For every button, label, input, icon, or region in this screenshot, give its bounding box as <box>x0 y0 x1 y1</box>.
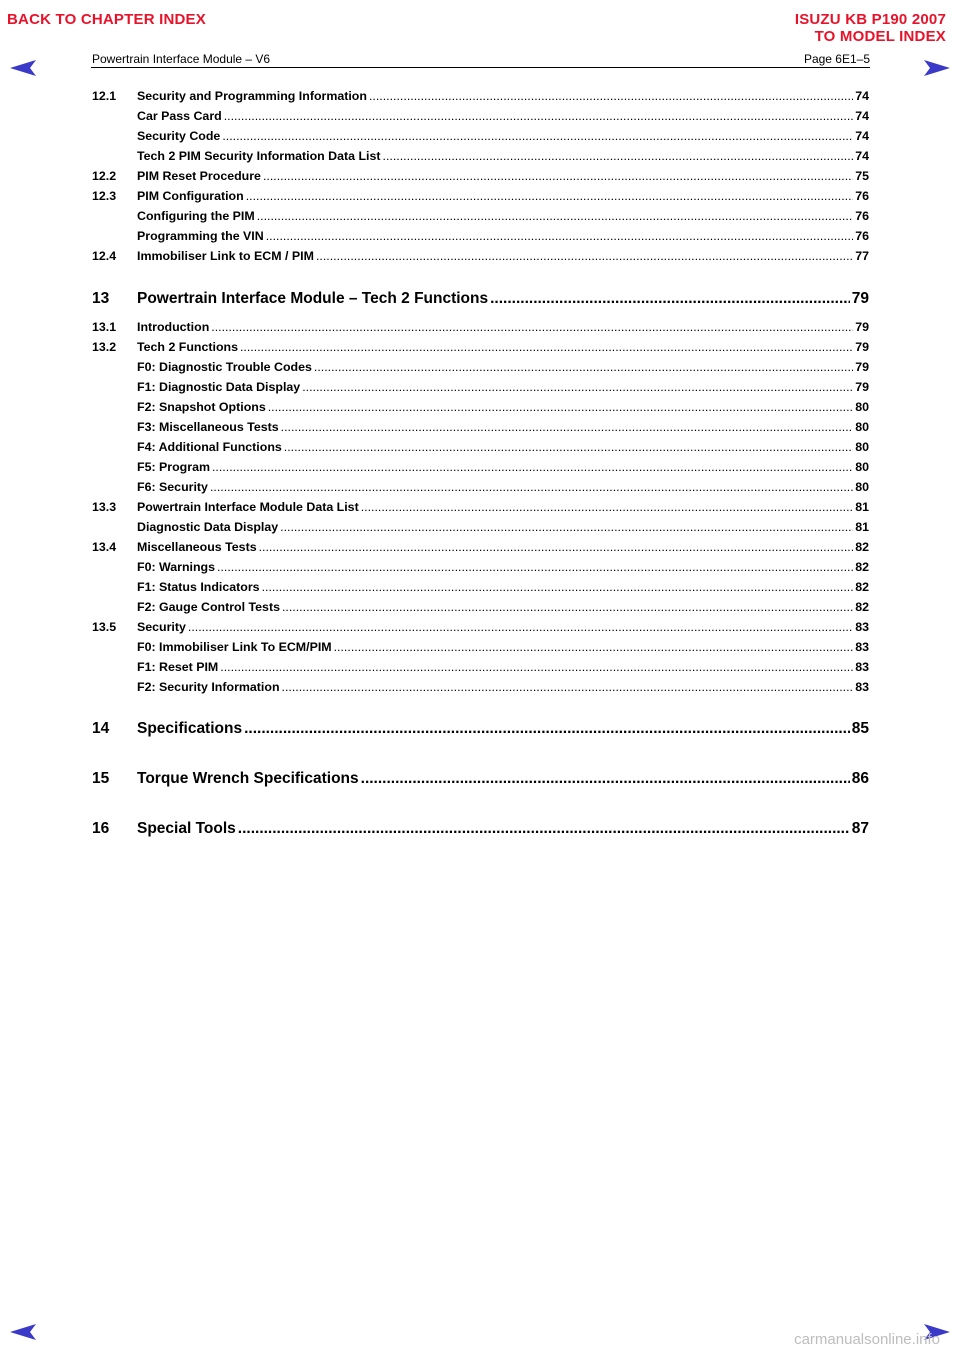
toc-entry-f1-reset-pim[interactable] <box>92 660 869 680</box>
toc-chapter-14[interactable] <box>92 720 869 750</box>
toc-page: 80 <box>855 420 869 434</box>
toc-page: 81 <box>855 500 869 514</box>
toc-page: 83 <box>855 660 869 674</box>
toc-leader <box>246 189 854 203</box>
toc-page: 85 <box>851 720 869 737</box>
toc-entry-f0-warnings[interactable] <box>92 560 869 580</box>
header-divider <box>91 67 870 68</box>
toc-leader <box>211 320 853 334</box>
toc-chapter-16[interactable] <box>92 820 869 850</box>
toc-title: Miscellaneous Tests <box>137 540 257 554</box>
toc-page: 79 <box>855 340 869 354</box>
toc-number: 13.1 <box>92 320 117 334</box>
toc-entry-13-2[interactable] <box>92 340 869 360</box>
toc-page: 75 <box>855 169 869 183</box>
toc-title: Diagnostic Data Display <box>137 520 279 534</box>
toc-entry-12-4[interactable] <box>92 249 869 269</box>
toc-leader <box>224 109 853 123</box>
toc-title: F0: Warnings <box>137 560 216 574</box>
toc-number: 12.1 <box>92 89 117 103</box>
toc-number: 13.3 <box>92 500 117 514</box>
toc-leader <box>369 89 853 103</box>
toc-leader <box>210 480 853 494</box>
model-title: ISUZU KB P190 2007 <box>794 11 946 28</box>
toc-number: 12.2 <box>92 169 117 183</box>
toc-leader <box>314 360 853 374</box>
toc-entry-car-pass-card[interactable] <box>92 109 869 129</box>
toc-entry-f6-security[interactable] <box>92 480 869 500</box>
toc-title: F1: Status Indicators <box>137 580 260 594</box>
watermark: carmanualsonline.info <box>794 1331 940 1348</box>
toc-title: Torque Wrench Specifications <box>137 770 359 787</box>
toc-number: 13 <box>92 290 110 307</box>
toc-page: 79 <box>851 290 869 307</box>
toc-leader <box>316 249 853 263</box>
toc-title: Powertrain Interface Module – Tech 2 Functions <box>137 290 489 307</box>
toc-page: 79 <box>855 320 869 334</box>
toc-page: 80 <box>855 400 869 414</box>
toc-title: F0: Immobiliser Link To ECM/PIM <box>137 640 332 654</box>
toc-number: 14 <box>92 720 110 737</box>
toc-number: 12.4 <box>92 249 117 263</box>
toc-entry-f2-gauge-control[interactable] <box>92 600 869 620</box>
toc-leader <box>222 129 853 143</box>
toc-entry-13-4[interactable] <box>92 540 869 560</box>
toc-title: F0: Diagnostic Trouble Codes <box>137 360 312 374</box>
model-index-link[interactable] <box>795 11 946 45</box>
toc-leader <box>361 770 850 788</box>
toc-page: 79 <box>855 380 869 394</box>
toc-page: 82 <box>855 580 869 594</box>
toc-leader <box>240 340 853 354</box>
toc-leader <box>188 620 853 634</box>
page-header-title: Powertrain Interface Module – V6 <box>92 52 271 66</box>
page-header-number: Page 6E1–5 <box>803 52 870 66</box>
toc-page: 82 <box>855 560 869 574</box>
toc-title: PIM Reset Procedure <box>137 169 261 183</box>
toc-page: 76 <box>855 209 869 223</box>
toc-number: 13.4 <box>92 540 117 554</box>
toc-leader <box>217 560 853 574</box>
toc-title: Specifications <box>137 720 243 737</box>
toc-leader <box>284 440 853 454</box>
toc-number: 12.3 <box>92 189 117 203</box>
toc-leader <box>268 400 853 414</box>
toc-title: F1: Diagnostic Data Display <box>137 380 301 394</box>
toc-number: 13.2 <box>92 340 117 354</box>
toc-leader <box>257 209 854 223</box>
toc-entry-f2-security-info[interactable] <box>92 680 869 700</box>
toc-entry-13-3[interactable] <box>92 500 869 520</box>
toc-leader <box>281 420 854 434</box>
toc-page: 76 <box>855 189 869 203</box>
toc-page: 83 <box>855 640 869 654</box>
toc-leader <box>282 680 854 694</box>
toc-page: 81 <box>855 520 869 534</box>
toc-leader <box>280 520 853 534</box>
toc-title: F2: Snapshot Options <box>137 400 266 414</box>
toc-page: 77 <box>855 249 869 263</box>
toc-title: Tech 2 Functions <box>137 340 238 354</box>
toc-page: 79 <box>855 360 869 374</box>
back-to-chapter-index-link[interactable]: BACK TO CHAPTER INDEX <box>7 11 206 28</box>
toc-entry-diagnostic-data-display[interactable] <box>92 520 869 540</box>
toc-page: 74 <box>855 89 869 103</box>
toc-entry-f3-misc-tests[interactable] <box>92 420 869 440</box>
toc-page: 74 <box>855 129 869 143</box>
toc-leader <box>302 380 853 394</box>
toc-title: Programming the VIN <box>137 229 264 243</box>
toc-number: 13.5 <box>92 620 117 634</box>
toc-title: Special Tools <box>137 820 236 837</box>
toc-title: Powertrain Interface Module Data List <box>137 500 359 514</box>
toc-title: F5: Program <box>137 460 210 474</box>
toc-page: 83 <box>855 680 869 694</box>
toc-entry-f1-status-indicators[interactable] <box>92 580 869 600</box>
toc-page: 80 <box>855 480 869 494</box>
previous-page-arrow-icon[interactable] <box>8 59 38 77</box>
toc-entry-pim-security-data-list[interactable] <box>92 149 869 169</box>
toc-title: Introduction <box>137 320 210 334</box>
toc-leader <box>220 660 853 674</box>
toc-title: F2: Gauge Control Tests <box>137 600 280 614</box>
toc-leader <box>266 229 854 243</box>
toc-title: Security Code <box>137 129 221 143</box>
toc-page: 86 <box>851 770 869 787</box>
toc-chapter-15[interactable] <box>92 770 869 800</box>
toc-entry-security-code[interactable] <box>92 129 869 149</box>
model-index-label: TO MODEL INDEX <box>814 28 946 45</box>
toc-leader <box>361 500 854 514</box>
toc-entry-configuring-pim[interactable] <box>92 209 869 229</box>
toc-title: Tech 2 PIM Security Information Data List <box>137 149 381 163</box>
toc-title: Immobiliser Link to ECM / PIM <box>137 249 314 263</box>
toc-chapter-13[interactable] <box>92 290 869 320</box>
toc-page: 87 <box>851 820 869 837</box>
toc-entry-f1-data-display[interactable] <box>92 380 869 400</box>
toc-leader <box>262 580 854 594</box>
toc-entry-13-5[interactable] <box>92 620 869 640</box>
toc-entry-12-2[interactable] <box>92 169 869 189</box>
toc-title: PIM Configuration <box>137 189 244 203</box>
toc-leader <box>238 820 850 838</box>
toc-leader <box>244 720 850 738</box>
toc-title: F6: Security <box>137 480 208 494</box>
toc-leader <box>282 600 853 614</box>
toc-leader <box>334 640 854 654</box>
toc-title: F2: Security Information <box>137 680 280 694</box>
toc-entry-12-3[interactable] <box>92 189 869 209</box>
toc-entry-programming-vin[interactable] <box>92 229 869 249</box>
toc-page: 80 <box>855 460 869 474</box>
toc-title: F4: Additional Functions <box>137 440 282 454</box>
toc-leader <box>383 149 854 163</box>
toc-page: 74 <box>855 109 869 123</box>
toc-leader <box>490 290 850 308</box>
next-page-arrow-icon[interactable] <box>922 59 952 77</box>
toc-leader <box>212 460 853 474</box>
toc-entry-f2-snapshot[interactable] <box>92 400 869 420</box>
toc-page: 76 <box>855 229 869 243</box>
toc-page: 74 <box>855 149 869 163</box>
toc-entry-f0-immobiliser-link[interactable] <box>92 640 869 660</box>
toc-page: 83 <box>855 620 869 634</box>
toc-title: Car Pass Card <box>137 109 222 123</box>
table-of-contents <box>92 89 869 850</box>
toc-title: F1: Reset PIM <box>137 660 219 674</box>
toc-page: 82 <box>855 600 869 614</box>
toc-number: 16 <box>92 820 110 837</box>
toc-entry-f0-dtc[interactable] <box>92 360 869 380</box>
toc-title: Security <box>137 620 186 634</box>
toc-title: Configuring the PIM <box>137 209 255 223</box>
toc-page: 82 <box>855 540 869 554</box>
toc-leader <box>259 540 854 554</box>
toc-page: 80 <box>855 440 869 454</box>
toc-entry-f5-program[interactable] <box>92 460 869 480</box>
toc-title: Security and Programming Information <box>137 89 367 103</box>
toc-leader <box>263 169 853 183</box>
toc-entry-13-1[interactable] <box>92 320 869 340</box>
toc-entry-f4-additional[interactable] <box>92 440 869 460</box>
previous-page-arrow-bottom-icon[interactable] <box>8 1323 38 1341</box>
toc-title: F3: Miscellaneous Tests <box>137 420 279 434</box>
toc-number: 15 <box>92 770 110 787</box>
toc-entry-12-1[interactable] <box>92 89 869 109</box>
